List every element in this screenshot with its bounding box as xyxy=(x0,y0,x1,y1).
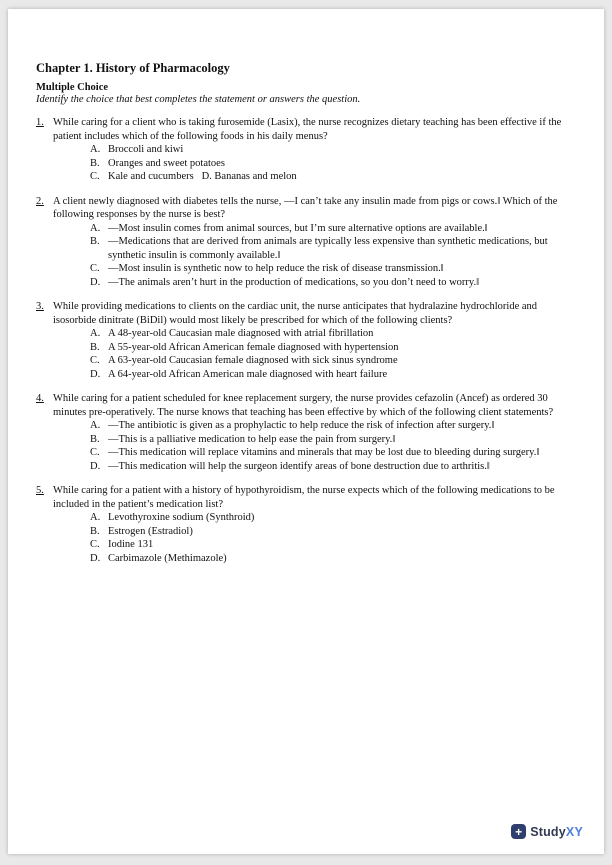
studyxy-logo xyxy=(511,824,583,839)
option-list xyxy=(90,222,576,290)
option-label: A. xyxy=(90,420,101,431)
option-list xyxy=(90,143,576,184)
answer-option xyxy=(90,538,576,552)
option-label: B. xyxy=(90,341,100,353)
option-text: ―Most insulin comes from animal sources, but I’m sure alternative options are available.‖ xyxy=(108,222,488,234)
option-text: ―The animals aren’t hurt in the production of medications, so you don’t need to worry.‖ xyxy=(108,276,480,288)
question-number: 1. xyxy=(36,117,44,128)
option-label: D. xyxy=(90,368,101,380)
answer-option xyxy=(90,157,576,171)
question-text: While providing medications to clients on the cardiac unit, the nurse anticipates that hydralazine hydrochloride and isosorbide dinitrate (BiDil) would most likely be prescribed for which of the following clients? xyxy=(53,301,540,326)
document-page xyxy=(8,9,604,854)
option-label: C. xyxy=(90,447,100,458)
question-body xyxy=(53,484,576,565)
question xyxy=(36,484,576,565)
logo-text xyxy=(530,825,583,839)
answer-option xyxy=(90,235,576,262)
option-label: C. xyxy=(90,539,100,550)
option-text: ―Medications that are derived from animals are typically less expensive than synthetic medications, but synthetic insulin is commonly available.‖ xyxy=(108,236,551,261)
answer-option xyxy=(90,446,576,460)
question-number: 4. xyxy=(36,393,44,404)
answer-option xyxy=(90,511,576,525)
option-label: D. xyxy=(90,276,101,288)
question xyxy=(36,195,576,290)
option-label: D. xyxy=(90,460,101,472)
question-text: While caring for a patient scheduled for knee replacement surgery, the nurse provides cefazolin (Ancef) as ordered 30 minutes pre-operatively. The nurse knows that teaching has been effective by which of the following client statements? xyxy=(53,393,554,418)
option-text: ―This is a palliative medication to help ease the pain from surgery.‖ xyxy=(108,433,396,445)
answer-option xyxy=(90,262,576,276)
answer-option xyxy=(90,143,576,157)
answer-option xyxy=(90,460,576,474)
option-text: ―The antibiotic is given as a prophylactic to help reduce the risk of infection after surgery.‖ xyxy=(108,420,495,431)
question-text: A client newly diagnosed with diabetes tells the nurse, ―I can’t take any insulin made from pigs or cows.‖ Which of the following responses by the nurse is best? xyxy=(53,195,561,220)
plus-icon: + xyxy=(511,824,526,839)
option-text: Broccoli and kiwi xyxy=(108,144,184,155)
answer-option xyxy=(90,341,576,355)
option-label: C. xyxy=(90,263,100,274)
answer-option xyxy=(90,552,576,566)
option-label: B. xyxy=(90,236,100,247)
question-body xyxy=(53,392,576,473)
option-text: Kale and cucumbers D. Bananas and melon xyxy=(108,171,297,182)
answer-option xyxy=(90,354,576,368)
option-label: B. xyxy=(90,433,100,445)
question xyxy=(36,116,576,184)
option-text: Estrogen (Estradiol) xyxy=(108,525,193,537)
instructions-text: Identify the choice that best completes the statement or answers the question. xyxy=(36,94,361,105)
question-text: While caring for a client who is taking furosemide (Lasix), the nurse recognizes dietary teaching has been effective if the patient includes which of the following foods in his daily menus? xyxy=(53,117,564,142)
option-list xyxy=(90,419,576,473)
option-label: C. xyxy=(90,171,100,182)
option-label: A. xyxy=(90,222,101,234)
answer-option xyxy=(90,419,576,433)
option-text: A 48-year-old Caucasian male diagnosed with atrial fibrillation xyxy=(108,328,374,339)
chapter-title: Chapter 1. History of Pharmacology xyxy=(36,61,230,75)
option-text: A 64-year-old African American male diagnosed with heart failure xyxy=(108,368,388,380)
question xyxy=(36,392,576,473)
answer-option xyxy=(90,433,576,447)
option-text: A 55-year-old African American female diagnosed with hypertension xyxy=(108,341,399,353)
option-text: A 63-year-old Caucasian female diagnosed with sick sinus syndrome xyxy=(108,355,398,366)
question-number: 2. xyxy=(36,195,44,207)
option-label: B. xyxy=(90,525,100,537)
option-label: C. xyxy=(90,355,100,366)
answer-option xyxy=(90,368,576,382)
question-body xyxy=(53,300,576,381)
option-text: ―This medication will replace vitamins and minerals that may be lost due to bleeding during surgery.‖ xyxy=(108,447,540,458)
option-list xyxy=(90,511,576,565)
option-text: ―Most insulin is synthetic now to help reduce the risk of disease transmission.‖ xyxy=(108,263,444,274)
question xyxy=(36,300,576,381)
answer-option xyxy=(90,525,576,539)
option-text: Levothyroxine sodium (Synthroid) xyxy=(108,512,255,523)
option-label: D. xyxy=(90,552,101,564)
option-label: A. xyxy=(90,328,101,339)
answer-option xyxy=(90,222,576,236)
section-heading: Multiple Choice xyxy=(36,82,109,93)
question-body xyxy=(53,116,576,184)
option-label: A. xyxy=(90,144,101,155)
question-number: 5. xyxy=(36,485,44,496)
logo-text-xy: XY xyxy=(565,824,583,839)
question-text: While caring for a patient with a history of hypothyroidism, the nurse expects which of the following medications to be included in the patient’s medication list? xyxy=(53,485,558,510)
answer-option xyxy=(90,276,576,290)
answer-option xyxy=(90,327,576,341)
option-text: Oranges and sweet potatoes xyxy=(108,157,225,169)
option-text: Iodine 131 xyxy=(108,539,154,550)
question-list xyxy=(36,116,576,565)
question-number: 3. xyxy=(36,301,44,312)
option-label: B. xyxy=(90,157,100,169)
option-text: Carbimazole (Methimazole) xyxy=(108,552,227,564)
logo-text-study: Study xyxy=(530,824,566,839)
option-text: ―This medication will help the surgeon identify areas of bone destruction due to arthritis.‖ xyxy=(108,460,490,472)
question-body xyxy=(53,195,576,290)
answer-option xyxy=(90,170,576,184)
option-list xyxy=(90,327,576,381)
option-label: A. xyxy=(90,512,101,523)
